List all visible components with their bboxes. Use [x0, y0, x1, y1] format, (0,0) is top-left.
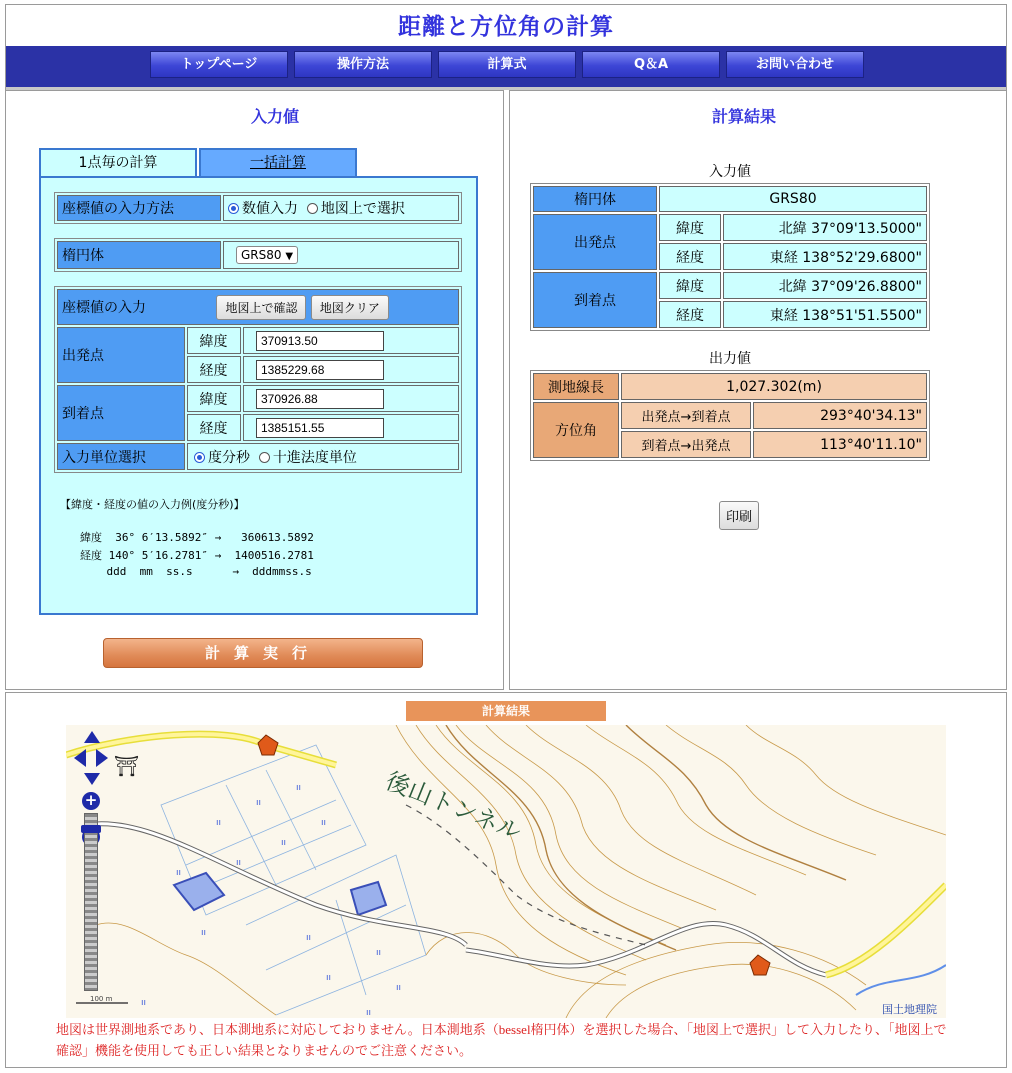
- end-lon-input[interactable]: [256, 418, 384, 438]
- result-start-lon-label: 経度: [659, 243, 721, 270]
- nav-contact[interactable]: お問い合わせ: [726, 51, 864, 78]
- radio-map-select-dot[interactable]: [307, 203, 318, 214]
- result-output-table: [530, 370, 930, 461]
- pan-up-icon[interactable]: [84, 731, 100, 743]
- result-start-lat: 北緯 37°09'13.5000": [723, 214, 927, 241]
- start-lon-input[interactable]: [256, 360, 384, 380]
- example-line-1: 緯度 36° 6′13.5892″ → 360613.5892: [80, 531, 314, 544]
- nav-bar: [6, 46, 1006, 90]
- notice-text: 地図は世界測地系であり、日本測地系に対応しておりません。日本測地系（bessel楕円体）を選択した場合、「地図上で選択」して入力したり、「地図上で確認」機能を使用しても正しい結果となりませんのでご注意ください。: [56, 1022, 947, 1058]
- result-end-label: 到着点: [533, 272, 657, 328]
- nav-top-page[interactable]: トップページ: [150, 51, 288, 78]
- start-lon-label: 経度: [187, 356, 241, 383]
- zoom-slider[interactable]: [84, 813, 98, 991]
- map-label: 計算結果: [406, 701, 606, 721]
- result-end-lon: 東経 138°51'51.5500": [723, 301, 927, 328]
- coord-entry-label: 座標値の入力: [62, 299, 146, 316]
- svg-text:ıı: ıı: [306, 933, 312, 943]
- example-line-2: 経度 140° 5′16.2781″ → 1400516.2781: [80, 549, 314, 562]
- pan-left-icon[interactable]: [74, 749, 86, 767]
- result-start-lat-label: 緯度: [659, 214, 721, 241]
- start-lat-label: 緯度: [187, 327, 241, 354]
- svg-text:⛩: ⛩: [114, 754, 140, 778]
- zoom-in-icon[interactable]: +: [82, 792, 100, 810]
- result-end-lat-label: 緯度: [659, 272, 721, 299]
- nav-qa[interactable]: Q＆A: [582, 51, 720, 78]
- nav-how-to[interactable]: 操作方法: [294, 51, 432, 78]
- map-view[interactable]: [66, 725, 946, 1018]
- az2-label: 到着点→出発点: [621, 431, 751, 458]
- ellipsoid-table: [54, 238, 462, 272]
- svg-text:ıı: ıı: [321, 818, 327, 828]
- az1-value: 293°40'34.13": [753, 402, 927, 429]
- result-start-label: 出発点: [533, 214, 657, 270]
- svg-text:ıı: ıı: [141, 998, 147, 1008]
- result-input-table: [530, 183, 930, 331]
- distance-label: 測地線長: [533, 373, 619, 400]
- map-clear-button[interactable]: 地図クリア: [311, 295, 389, 320]
- calculate-button[interactable]: 計算実行: [103, 638, 423, 668]
- radio-dms-dot[interactable]: [194, 452, 205, 463]
- az2-value: 113°40'11.10": [753, 431, 927, 458]
- pan-down-icon[interactable]: [84, 773, 100, 785]
- result-start-lon: 東経 138°52'29.6800": [723, 243, 927, 270]
- chevron-down-icon: ▼: [285, 251, 294, 262]
- distance-value: 1,027.302(m): [621, 373, 927, 400]
- example-line-3: ddd mm ss.s → dddmmss.s: [80, 565, 312, 578]
- end-label: 到着点: [57, 385, 185, 441]
- pan-control[interactable]: [74, 731, 108, 785]
- radio-decimal[interactable]: 十進法度単位: [259, 450, 357, 466]
- end-lat-label: 緯度: [187, 385, 241, 412]
- map-confirm-button[interactable]: 地図上で確認: [216, 295, 306, 320]
- svg-text:ıı: ıı: [326, 973, 332, 983]
- coord-method-label: 座標値の入力方法: [57, 195, 221, 221]
- print-button[interactable]: 印刷: [719, 501, 759, 530]
- az1-label: 出発点→到着点: [621, 402, 751, 429]
- result-end-lat: 北緯 37°09'26.8800": [723, 272, 927, 299]
- svg-text:ıı: ıı: [296, 783, 302, 793]
- scale-text: 100 m: [90, 995, 113, 1003]
- tab-single[interactable]: 1点毎の計算: [39, 148, 197, 178]
- end-lat-input[interactable]: [256, 389, 384, 409]
- map-credit: 国土地理院: [882, 1003, 937, 1016]
- svg-text:ıı: ıı: [236, 858, 242, 868]
- topographic-map: [66, 725, 946, 1018]
- start-label: 出発点: [57, 327, 185, 383]
- svg-text:ıı: ıı: [216, 818, 222, 828]
- result-end-lon-label: 経度: [659, 301, 721, 328]
- result-section-title: 計算結果: [711, 107, 776, 126]
- page-title: 距離と方位角の計算: [398, 14, 614, 40]
- svg-text:ıı: ıı: [281, 838, 287, 848]
- radio-numeric[interactable]: 数値入力: [228, 201, 298, 217]
- result-output-caption: 出力値: [709, 351, 751, 367]
- svg-text:ıı: ıı: [256, 798, 262, 808]
- svg-text:ıı: ıı: [201, 928, 207, 938]
- result-ellipsoid-value: GRS80: [659, 186, 927, 212]
- nav-formula[interactable]: 計算式: [438, 51, 576, 78]
- input-section-title: 入力値: [250, 107, 299, 126]
- zoom-slider-handle[interactable]: [81, 825, 101, 833]
- start-lat-input[interactable]: [256, 331, 384, 351]
- pan-right-icon[interactable]: [96, 749, 108, 767]
- example-heading: 【緯度・経度の値の入力例(度分秒)】: [60, 498, 245, 511]
- result-ellipsoid-label: 楕円体: [533, 186, 657, 212]
- svg-text:ıı: ıı: [396, 983, 402, 993]
- radio-dms[interactable]: 度分秒: [194, 450, 250, 466]
- result-input-caption: 入力値: [709, 164, 751, 180]
- svg-text:ıı: ıı: [376, 948, 382, 958]
- coord-method-table: [54, 192, 462, 224]
- azimuth-label: 方位角: [533, 402, 619, 458]
- radio-numeric-dot[interactable]: [228, 203, 239, 214]
- svg-text:ıı: ıı: [176, 868, 182, 878]
- ellipsoid-select[interactable]: GRS80 ▼: [236, 246, 298, 264]
- tunnel-name: 後山トンネル: [381, 766, 526, 847]
- end-lon-label: 経度: [187, 414, 241, 441]
- radio-map-select[interactable]: 地図上で選択: [307, 201, 405, 217]
- unit-label: 入力単位選択: [57, 443, 185, 470]
- svg-text:ıı: ıı: [366, 1008, 372, 1018]
- radio-decimal-dot[interactable]: [259, 452, 270, 463]
- ellipsoid-label: 楕円体: [57, 241, 221, 269]
- tab-batch[interactable]: 一括計算: [199, 148, 357, 178]
- coord-entry-table: [54, 286, 462, 473]
